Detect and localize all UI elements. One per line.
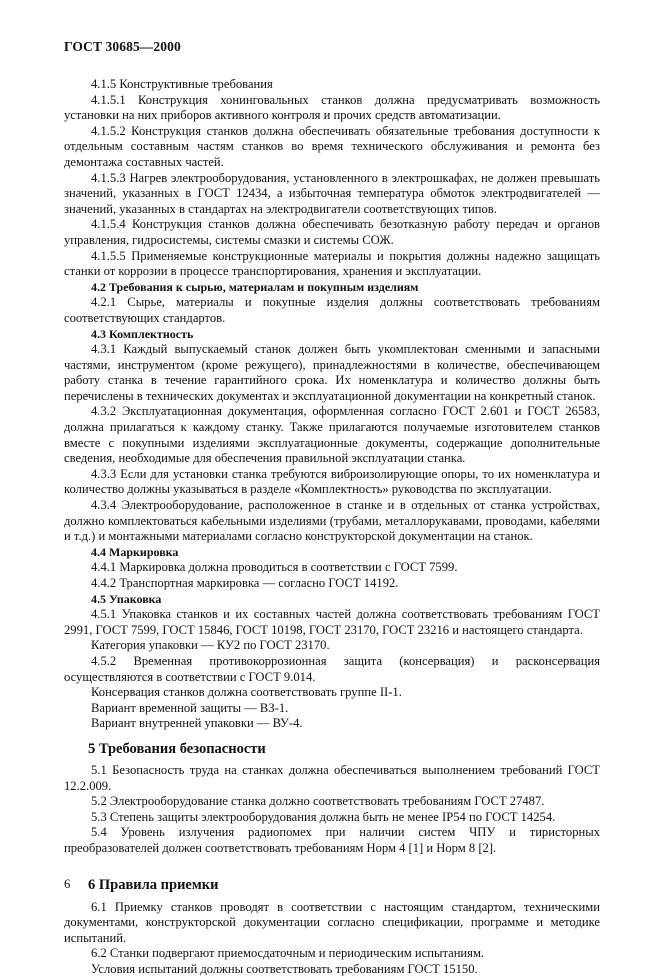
paragraph: 4.1.5 Конструктивные требования: [91, 77, 273, 91]
subsection-heading: 4.3 Комплектность: [91, 326, 194, 341]
paragraph: 4.2.1 Сырье, материалы и покупные изделия должны соответствовать требованиям соответствующих стандартов.: [64, 295, 600, 325]
paragraph: Консервация станков должна соответствовать группе II-1.: [91, 685, 402, 700]
paragraph: 4.5.2 Временная противокоррозионная защита (консервация) и расконсервация осуществляются в соответствии с ГОСТ 9.014.: [64, 653, 600, 684]
paragraph: 4.3.1 Каждый выпускаемый станок должен быть укомплектован сменными и запасными частями, инструментом (кроме режущего), принадлежностями в количестве, обеспечивающем работу станка в течение гарантийного срока. Их номенклатура и количество должны быть перечислены в технических документах и эксплуатационной документации на конкретный станок.: [64, 342, 600, 403]
page-number: 6: [64, 877, 71, 891]
subsection-heading: 4.5 Упаковка: [91, 591, 162, 606]
section-heading: 6 Правила приемки: [88, 876, 219, 893]
paragraph: 5.4 Уровень излучения радиопомех при наличии систем ЧПУ и тиристорных преобразователей должен соответствовать требованиям Норм 4 [1] и Норм 8 [2].: [64, 825, 600, 855]
paragraph: 4.1.5.5 Применяемые конструкционные материалы и покрытия должны надежно защищать станки от коррозии в процессе транспортирования, хранения и эксплуатации.: [64, 248, 600, 279]
paragraph: 6.1 Приемку станков проводят в соответствии с настоящим стандартом, техническими документами, конструкторской документации согласно спецификации, программе и методике испытаний.: [64, 899, 600, 945]
document-body: [64, 77, 600, 977]
paragraph: Категория упаковки — КУ2 по ГОСТ 23170.: [91, 638, 330, 653]
paragraph: 4.1.5.2 Конструкция станков должна обеспечивать обязательные требования доступности к отдельным составным частям станков во время технического обслуживания и ремонта без демонтажа составных частей.: [64, 123, 600, 169]
paragraph: Вариант временной защиты — ВЗ-1.: [91, 700, 289, 715]
paragraph: 4.1.5.4 Конструкция станков должна обеспечивать безотказную работу передач и органов управления, гидросистемы, системы смазки и системы СОЖ.: [64, 217, 600, 247]
paragraph: Вариант внутренней упаковки — ВУ-4.: [91, 716, 303, 731]
paragraph: 4.3.2 Эксплуатационная документация, оформленная согласно ГОСТ 2.601 и ГОСТ 26583, должна прилагаться к каждому станку. Также прилагаются получаемые изготовителем станков вместе с покупными изделиями эксплуатационные документы, содержащие дополнительные сведения, необходимые для обеспечения правильной эксплуатации станка.: [64, 404, 600, 466]
paragraph: 4.4.1 Маркировка должна проводиться в соответствии с ГОСТ 7599.: [91, 560, 458, 575]
paragraph: 5.1 Безопасность труда на станках должна обеспечиваться выполнением требований ГОСТ 12.2.009.: [64, 762, 600, 793]
paragraph: 4.1.5.3 Нагрев электрооборудования, установленного в электрошкафах, не должен превышать значений, указанных в ГОСТ 12434, а избыточная температура обмоток электродвигателей — значений, указанных в стандартах на электродвигатели соответствующих типов.: [64, 170, 600, 216]
document-header: ГОСТ 30685—2000: [64, 39, 181, 54]
subsection-heading: 4.2 Требования к сырью, материалам и покупным изделиям: [91, 279, 419, 294]
paragraph: 4.5.1 Упаковка станков и их составных частей должна соответствовать требованиям ГОСТ 2991, ГОСТ 7599, ГОСТ 15846, ГОСТ 10198, ГОСТ 23170, ГОСТ 23216 и настоящего стандарта.: [64, 607, 600, 637]
paragraph: Условия испытаний должны соответствовать требованиям ГОСТ 15150.: [91, 961, 478, 976]
paragraph: 5.2 Электрооборудование станка должно соответствовать требованиям ГОСТ 27487.: [91, 794, 545, 809]
paragraph: 4.3.4 Электрооборудование, расположенное в станке и в отдельных от станка устройствах, должно комплектоваться кабельными изделиями (трубами, металлорукавами, проводами, кабелями и т.д.) и монтажными материалами согласно конструкторской документации на станок.: [64, 498, 600, 544]
section-heading: 5 Требования безопасности: [88, 740, 266, 757]
paragraph: 4.4.2 Транспортная маркировка — согласно ГОСТ 14192.: [91, 576, 399, 590]
subsection-heading: 4.4 Маркировка: [91, 544, 179, 559]
paragraph: 6.2 Станки подвергают приемосдаточным и периодическим испытаниям.: [91, 946, 485, 961]
paragraph: 4.1.5.1 Конструкция хонинговальных станков должна предусматривать возможность установки на них приборов активного контроля и прочих средств автоматизации.: [64, 92, 600, 123]
paragraph: 4.3.3 Если для установки станка требуются виброизолирующие опоры, то их номенклатура и количество должны указываться в разделе «Комплектность» руководства по эксплуатации.: [64, 466, 600, 497]
paragraph: 5.3 Степень защиты электрооборудования должна быть не менее IP54 по ГОСТ 14254.: [91, 809, 556, 824]
